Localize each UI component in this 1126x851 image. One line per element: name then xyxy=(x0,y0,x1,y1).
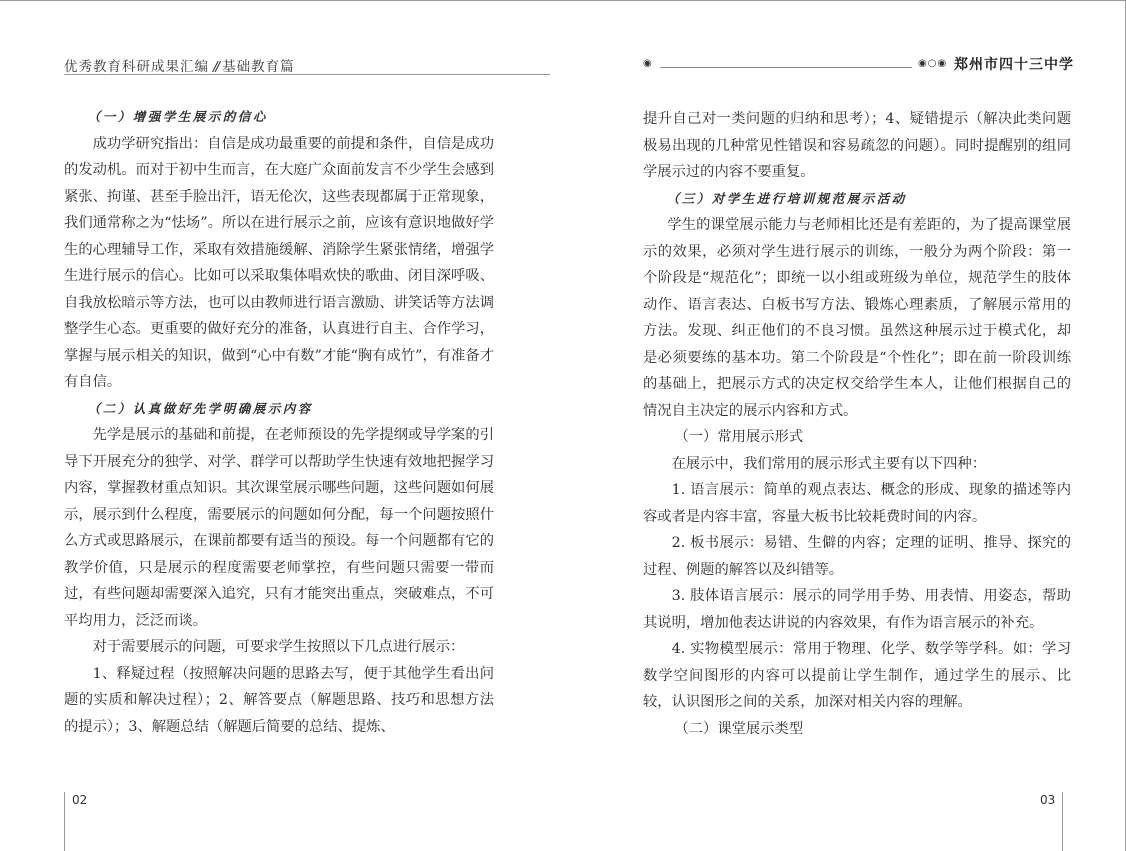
section-heading: （一）增强学生展示的信心 xyxy=(87,109,268,124)
paragraph: 1. 语言展示：简单的观点表达、概念的形成、现象的描述等内容或者是内容丰富，容量大板书比较耗费时间的内容。 xyxy=(643,482,1071,525)
ornament-right-icon: ◉○◉ xyxy=(918,58,948,69)
paragraph: 2. 板书展示：易错、生僻的内容；定理的证明、推导、探究的过程、例题的解答以及纠错等。 xyxy=(643,535,1071,578)
paragraph: 4. 实物模型展示：常用于物理、化学、数学等学科。如：学习数学空间图形的内容可以提前让学生制作，通过学生的展示、比较，认识图形之间的关系，加深对相关内容的理解。 xyxy=(643,641,1071,710)
paragraph: 学生的课堂展示能力与老师相比还是有差距的，为了提高课堂展示的效果，必须对学生进行展示的训练，一般分为两个阶段：第一个阶段是“规范化”；即统一以小组或班级为单位，规范学生的肢体动作、语言表达、白板书写方法、锻炼心理素质，了解展示常用的方法。发现、纠正他们的不良习惯。虽然这种展示过于模式化，却是必须要练的基本功。第二个阶段是“个性化”；即在前一阶段训练的基础上，把展示方式的决定权交给学生本人，让他们根据自己的情况自主决定的展示内容和方式。 xyxy=(643,217,1071,419)
paragraph: 在展示中，我们常用的展示形式主要有以下四种： xyxy=(671,455,987,472)
footer-rule-right xyxy=(1062,792,1063,851)
page-border-top xyxy=(0,0,1126,1)
book-title: 优秀教育科研成果汇编 xyxy=(64,59,209,75)
header-rule-right xyxy=(660,67,912,68)
paragraph: 1、释疑过程（按照解决问题的思路去写，便于其他学生看出问题的实质和解决过程）；2、解答要点（解题思路、技巧和思想方法的提示）；3、解题总结（解题后简要的总结、提炼、 xyxy=(64,665,494,735)
paragraph: 对于需要展示的问题，可要求学生按照以下几点进行展示： xyxy=(92,639,465,655)
header-divider: // xyxy=(213,59,219,75)
paragraph: 成功学研究指出：自信是成功最重要的前提和条件，自信是成功的发动机。而对于初中生而言，在大庭广众面前发言不少学生会感到紧张、拘谨、甚至手脸出汗，语无伦次，这些表现都属于正常现象，我们通常称之为“怯场”。所以在进行展示之前，应该有意识地做好学生的心理辅导工作，采取有效措施缓解、消除学生紧张情绪，增强学生进行展示的信心。比如可以采取集体唱欢快的歌曲、闭目深呼吸、自我放松暗示等方法，也可以由教师进行语言激励、讲笑话等方法调整学生心态。更重要的做好充分的准备，认真进行自主、合作学习，掌握与展示相关的知识，做到“心中有数”才能“胸有成竹”，有准备才有自信。 xyxy=(64,135,494,390)
page-number-left: 02 xyxy=(72,793,88,807)
footer-rule-left xyxy=(64,792,65,851)
right-page-body xyxy=(643,106,1071,742)
section-heading: （二）认真做好先学明确展示内容 xyxy=(87,400,313,416)
header-left xyxy=(64,55,295,75)
section-heading: （三）对学生进行培训规范展示活动 xyxy=(666,190,907,206)
section-title: 基础教育篇 xyxy=(222,59,295,75)
paragraph: 3. 肢体语言展示：展示的同学用手势、用表情、用姿态，帮助其说明，增加他表达讲说的内容效果，有作为语言展示的补充。 xyxy=(643,588,1071,631)
page-number-right: 03 xyxy=(1040,793,1056,807)
left-page-body xyxy=(64,104,494,740)
school-name: 郑州市四十三中学 xyxy=(954,57,1074,73)
paragraph: 提升自己对一类问题的归纳和思考）；4、疑错提示（解决此类问题极易出现的几种常见性错误和容易疏忽的问题）。同时提醒别的组同学展示过的内容不要重复。 xyxy=(643,111,1071,180)
subsection-heading: （二）课堂展示类型 xyxy=(674,720,804,737)
subsection-heading: （一）常用展示形式 xyxy=(674,429,804,445)
header-rule-left xyxy=(64,74,550,75)
paragraph: 先学是展示的基础和前提，在老师预设的先学提纲或导学案的引导下开展充分的独学、对学、群学可以帮助学生快速有效地把握学习内容，掌握教材重点知识。其次课堂展示哪些问题，这些问题如何展示，展示到什么程度，需要展示的问题如何分配，每一个问题按照什么方式或思路展示，在课前都要有适当的预设。每一个问题都有它的教学价值，只是展示的程度需要老师掌控，有些问题只需要一带而过，有些问题却需要深入追究，只有才能突出重点，突破难点，不可平均用力，泛泛而谈。 xyxy=(64,427,494,629)
ornament-left-icon: ◉ xyxy=(643,58,652,69)
